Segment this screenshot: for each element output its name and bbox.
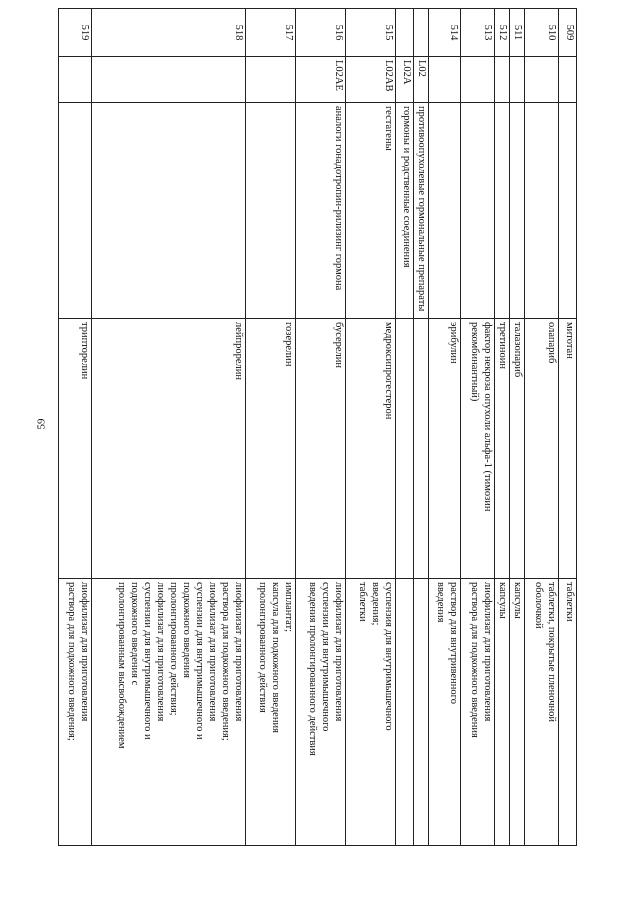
anatomical-group-cell xyxy=(495,103,510,319)
anatomical-group-cell xyxy=(510,103,525,319)
row-number-cell: 519 xyxy=(59,9,92,57)
dosage-forms-cell xyxy=(461,579,495,846)
dosage-form-line: оболочкой xyxy=(533,582,544,629)
row-number-cell: 510 xyxy=(525,9,559,57)
dosage-form-line: пролонгированным высвобождением xyxy=(116,582,127,749)
anatomical-group-cell: гормоны и родственные соединения xyxy=(396,103,414,319)
inn-cell: третиноин xyxy=(495,319,510,579)
inn-cell: митотан xyxy=(559,319,577,579)
dosage-form-line: лиофилизат для приготовления xyxy=(79,582,90,722)
dosage-form-line: суспензия для внутримышечного xyxy=(383,582,394,731)
anatomical-group-cell: противоопухолевые гормональные препараты xyxy=(414,103,429,319)
atc-code-cell xyxy=(92,57,246,103)
dosage-form-line: раствора для подкожного введения; xyxy=(220,582,231,741)
inn-cell: медроксипрогестерон xyxy=(346,319,396,579)
dosage-form-line: таблетки, покрытые пленочной xyxy=(546,582,557,723)
table-row xyxy=(429,9,461,846)
row-number-cell: 518 xyxy=(92,9,246,57)
dosage-form-line: суспензии для внутримышечного и xyxy=(194,582,205,740)
dosage-form-line: раствор для внутривенного xyxy=(448,582,459,704)
anatomical-group-cell xyxy=(525,103,559,319)
inn-cell: талазопариб xyxy=(510,319,525,579)
dosage-form-line: лиофилизат для приготовления xyxy=(333,582,344,722)
inn-cell: эрибулин xyxy=(429,319,461,579)
dosage-forms-cell xyxy=(396,579,414,846)
table-body xyxy=(59,9,577,846)
atc-code-cell: L02 xyxy=(414,57,429,103)
row-number-cell: 515 xyxy=(346,9,396,57)
dosage-form-line: лиофилизат для приготовления xyxy=(482,582,493,722)
dosage-forms-cell xyxy=(510,579,525,846)
row-number-cell: 514 xyxy=(429,9,461,57)
anatomical-group-cell xyxy=(92,103,246,319)
atc-code-cell: L02A xyxy=(396,57,414,103)
dosage-forms-cell xyxy=(92,579,246,846)
atc-code-cell xyxy=(510,57,525,103)
row-number-cell: 511 xyxy=(510,9,525,57)
atc-code-cell xyxy=(495,57,510,103)
dosage-form-line: пролонгированного действия; xyxy=(168,582,179,716)
inn-cell: бусерелин xyxy=(296,319,346,579)
dosage-forms-cell xyxy=(495,579,510,846)
anatomical-group-cell xyxy=(559,103,577,319)
dosage-form-line: суспензии для внутримышечного и xyxy=(142,582,153,740)
table-row xyxy=(296,9,346,846)
inn-cell: лейпрорелин xyxy=(92,319,246,579)
inn-cell: фактор некроза опухоли альфа-1 (тимозин рекомбинантный) xyxy=(461,319,495,579)
atc-code-cell xyxy=(59,57,92,103)
anatomical-group-cell xyxy=(429,103,461,319)
dosage-form-line: подкожного введения xyxy=(181,582,192,678)
dosage-form-line: пролонгированного действия xyxy=(257,582,268,713)
dosage-form-line: таблетки xyxy=(357,582,368,622)
inn-cell xyxy=(396,319,414,579)
anatomical-group-cell: гестагены xyxy=(346,103,396,319)
dosage-form-line: подкожного введения с xyxy=(129,582,140,686)
dosage-form-line: введения; xyxy=(370,582,381,626)
dosage-form-line: лиофилизат для приготовления xyxy=(155,582,166,722)
table-row xyxy=(414,9,429,846)
table-row xyxy=(396,9,414,846)
table-row xyxy=(525,9,559,846)
dosage-form-line: суспензии для внутримышечного xyxy=(320,582,331,732)
table-row xyxy=(461,9,495,846)
atc-code-cell xyxy=(246,57,296,103)
atc-code-cell: L02AE xyxy=(296,57,346,103)
row-number-cell: 517 xyxy=(246,9,296,57)
dosage-form-line: имплантат; xyxy=(283,582,294,633)
dosage-form-line: таблетки xyxy=(564,582,575,622)
table-row xyxy=(510,9,525,846)
dosage-form-line: капсулы xyxy=(497,582,508,619)
atc-code-cell: L02AB xyxy=(346,57,396,103)
table-row xyxy=(495,9,510,846)
inn-cell: олапариб xyxy=(525,319,559,579)
page-number: 59 xyxy=(35,418,48,430)
row-number-cell xyxy=(396,9,414,57)
dosage-forms-cell xyxy=(414,579,429,846)
dosage-form-line: раствора для подкожного введения xyxy=(469,582,480,738)
table-row xyxy=(246,9,296,846)
dosage-forms-cell xyxy=(246,579,296,846)
dosage-forms-cell xyxy=(429,579,461,846)
row-number-cell: 516 xyxy=(296,9,346,57)
anatomical-group-cell xyxy=(246,103,296,319)
anatomical-group-cell xyxy=(59,103,92,319)
anatomical-group-cell xyxy=(461,103,495,319)
table-row xyxy=(559,9,577,846)
inn-cell: трипторелин xyxy=(59,319,92,579)
dosage-form-line: капсулы xyxy=(512,582,523,619)
dosage-forms-cell xyxy=(346,579,396,846)
row-number-cell: 512 xyxy=(495,9,510,57)
atc-code-cell xyxy=(525,57,559,103)
atc-code-cell xyxy=(429,57,461,103)
table-row xyxy=(59,9,92,846)
table-row xyxy=(346,9,396,846)
dosage-forms-cell xyxy=(525,579,559,846)
row-number-cell: 509 xyxy=(559,9,577,57)
dosage-form-line: лиофилизат для приготовления xyxy=(233,582,244,722)
row-number-cell: 513 xyxy=(461,9,495,57)
dosage-form-line: раствора для подкожного введения; xyxy=(66,582,77,741)
dosage-form-line: лиофилизат для приготовления xyxy=(207,582,218,722)
atc-code-cell xyxy=(559,57,577,103)
table-row xyxy=(92,9,246,846)
inn-cell: гозерелин xyxy=(246,319,296,579)
dosage-form-line: введения xyxy=(435,582,446,623)
dosage-form-line: капсула для подкожного введения xyxy=(270,582,281,733)
dosage-forms-cell xyxy=(559,579,577,846)
dosage-forms-cell xyxy=(296,579,346,846)
medicines-table xyxy=(58,8,577,846)
dosage-form-line: введения пролонгированного действия xyxy=(307,582,318,756)
rotated-table-container xyxy=(66,8,577,845)
atc-code-cell xyxy=(461,57,495,103)
dosage-forms-cell xyxy=(59,579,92,846)
anatomical-group-cell: аналоги гонадотропин-рилизинг гормона xyxy=(296,103,346,319)
inn-cell xyxy=(414,319,429,579)
row-number-cell xyxy=(414,9,429,57)
